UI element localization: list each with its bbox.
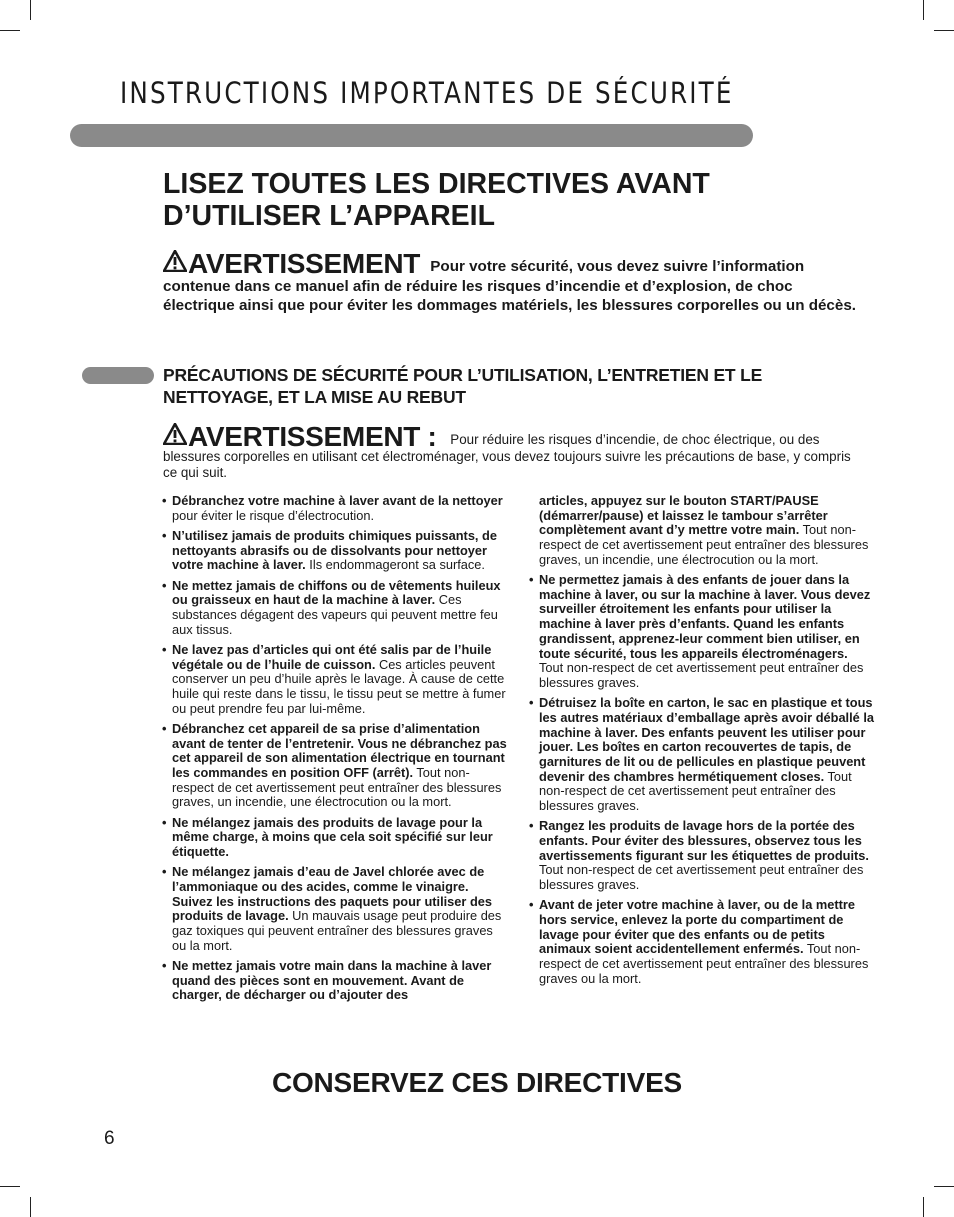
list-item-bold: Rangez les produits de lavage hors de la portée des enfants. Pour éviter des blessures, observez tous les avertissements figurant sur les étiquettes de produits. <box>539 818 869 863</box>
list-item-continuation <box>529 494 874 568</box>
crop-mark <box>30 1197 31 1217</box>
crop-mark <box>0 1186 20 1187</box>
list-item-bold: Ne mélangez jamais des produits de lavage pour la même charge, à moins que cela soit spécifié sur leur étiquette. <box>172 814 493 859</box>
list-item <box>162 529 507 573</box>
list-item-bold: Ne lavez pas d’articles qui ont été salis par de l’huile végétale ou de l’huile de cuisson. <box>172 641 492 672</box>
warning-block-secondary <box>163 423 863 482</box>
main-heading-line2: D’UTILISER L’APPAREIL <box>163 200 495 232</box>
list-item-text: Tout non-respect de cet avertissement peut entraîner des blessures graves. <box>539 862 864 893</box>
title-underline-bar <box>70 124 753 147</box>
warning-label: AVERTISSEMENT <box>188 248 421 279</box>
footer-heading: CONSERVEZ CES DIRECTIVES <box>271 1067 683 1098</box>
crop-mark <box>923 0 924 20</box>
right-column <box>529 494 874 992</box>
crop-mark <box>0 30 20 31</box>
warning-block-primary <box>163 250 863 316</box>
list-item <box>162 816 507 860</box>
main-heading <box>163 168 803 232</box>
list-item <box>529 898 874 986</box>
list-item <box>162 579 507 638</box>
list-item-text: Ces articles peuvent conserver un peu d’huile après le lavage. À cause de cette huile qui reste dans le tissu, le tissu peut se mettre à fumer ou peut prendre feu par lui-même. <box>172 656 506 716</box>
list-item <box>529 819 874 893</box>
warning-label: AVERTISSEMENT : <box>188 421 437 452</box>
list-item-bold: Ne mélangez jamais d’eau de Javel chlorée avec de l’ammoniaque ou des acides, comme le vinaigre. Suivez les instructions des paquets pour utiliser des produits de lavage. <box>172 864 493 924</box>
list-item-bold: articles, appuyez sur le bouton START/PAUSE (démarrer/pause) et laissez le tambour s’arrêter complètement avant d’y mettre votre main. <box>539 493 828 538</box>
list-item-bold: Ne mettez jamais de chiffons ou de vêtements huileux ou graisseux en haut de la machine à laver. <box>172 577 501 608</box>
list-item <box>162 959 507 1003</box>
list-item-text: Tout non-respect de cet avertissement peut entraîner des blessures graves ou la mort. <box>539 941 869 986</box>
section-heading: PRÉCAUTIONS DE SÉCURITÉ POUR L’UTILISATION, L’ENTRETIEN ET LE NETTOYAGE, ET LA MISE AU REBUT <box>163 365 763 407</box>
list-item-bold: Avant de jeter votre machine à laver, ou de la mettre hors service, enlevez la porte du compartiment de lavage pour éviter que des enfants ou de petits animaux soient accidentellement enfermés. <box>539 897 856 957</box>
section-marker-bar <box>82 367 154 384</box>
crop-mark <box>30 0 31 20</box>
list-item <box>162 865 507 953</box>
list-item-text: Tout non-respect de cet avertissement peut entraîner des blessures graves. <box>539 660 864 690</box>
list-item <box>162 722 507 810</box>
warning-triangle-icon <box>163 423 187 445</box>
list-item-text: Tout non-respect de cet avertissement peut entraîner des blessures graves. <box>539 768 852 814</box>
warning-triangle-icon <box>163 250 187 272</box>
list-item <box>162 494 507 523</box>
crop-mark <box>934 1186 954 1187</box>
list-item-text: pour éviter le risque d’électrocution. <box>172 507 375 523</box>
warning-text: Pour votre sécurité, vous devez suivre l’information contenue dans ce manuel afin de réduire les risques d’incendie et d’explosion, de choc électrique ainsi que pour éviter les dommages matériels, les blessures corporelles ou un décès. <box>163 258 856 315</box>
crop-mark <box>923 1197 924 1217</box>
list-item <box>529 573 874 691</box>
page-title: INSTRUCTIONS IMPORTANTES DE SÉCURITÉ <box>120 76 734 110</box>
list-item-bold: Ne permettez jamais à des enfants de jouer dans la machine à laver, ou sur la machine à laver. Vous devez surveiller étroitement les enfants pour utiliser la machine à laver près d’enfants. Quand les enfants grandissent, apprenez-leur comment bien utiliser, en toute sécurité, tous les appareils électroménagers. <box>539 572 871 661</box>
page-number: 6 <box>104 1128 115 1149</box>
list-item-text: Tout non-respect de cet avertissement peut entraîner des blessures graves, un incendie, une électrocution ou la mort. <box>539 522 869 567</box>
list-item <box>162 643 507 717</box>
list-item-bold: Ne mettez jamais votre main dans la machine à laver quand des pièces sont en mouvement. Avant de charger, de décharger ou d’ajouter des <box>172 957 492 1003</box>
list-item-bold: N’utilisez jamais de produits chimiques puissants, de nettoyants abrasifs ou de dissolvants pour nettoyer votre machine à laver. <box>172 527 497 573</box>
list-item-text: Ils endommageront sa surface. <box>305 557 485 573</box>
main-heading-line1: LISEZ TOUTES LES DIRECTIVES AVANT <box>163 168 710 200</box>
list-item-bold: Détruisez la boîte en carton, le sac en plastique et tous les autres matériaux d’emballage après avoir déballé la machine à laver. Des enfants peuvent les utiliser pour jouer. Les boîtes en carton recouvertes de tapis, de garnitures de lit ou de pellicules en plastique peuvent devenir des chambres hermétiquement closes. <box>539 695 875 784</box>
list-item-text: Ces substances dégagent des vapeurs qui peuvent mettre feu aux tissus. <box>172 592 498 637</box>
list-item <box>529 696 874 814</box>
warning-text: Pour réduire les risques d’incendie, de choc électrique, ou des blessures corporelles en utilisant cet électroménager, vous devez toujours suivre les précautions de base, y compris ce qui suit. <box>163 432 851 481</box>
list-item-bold: Débranchez cet appareil de sa prise d’alimentation avant de tenter de l’entretenir. Vous ne débranchez pas cet appareil de son alimentation électrique en tournant les commandes en position OFF (arrêt). <box>172 720 507 780</box>
list-item-bold: Débranchez votre machine à laver avant de la nettoyer <box>172 493 503 508</box>
crop-mark <box>934 30 954 31</box>
left-column <box>162 494 507 1009</box>
list-item-text: Tout non-respect de cet avertissement peut entraîner des blessures graves, un incendie, une électrocution ou la mort. <box>172 764 502 810</box>
list-item-text: Un mauvais usage peut produire des gaz toxiques qui peuvent entraîner des blessures graves ou la mort. <box>172 908 502 953</box>
